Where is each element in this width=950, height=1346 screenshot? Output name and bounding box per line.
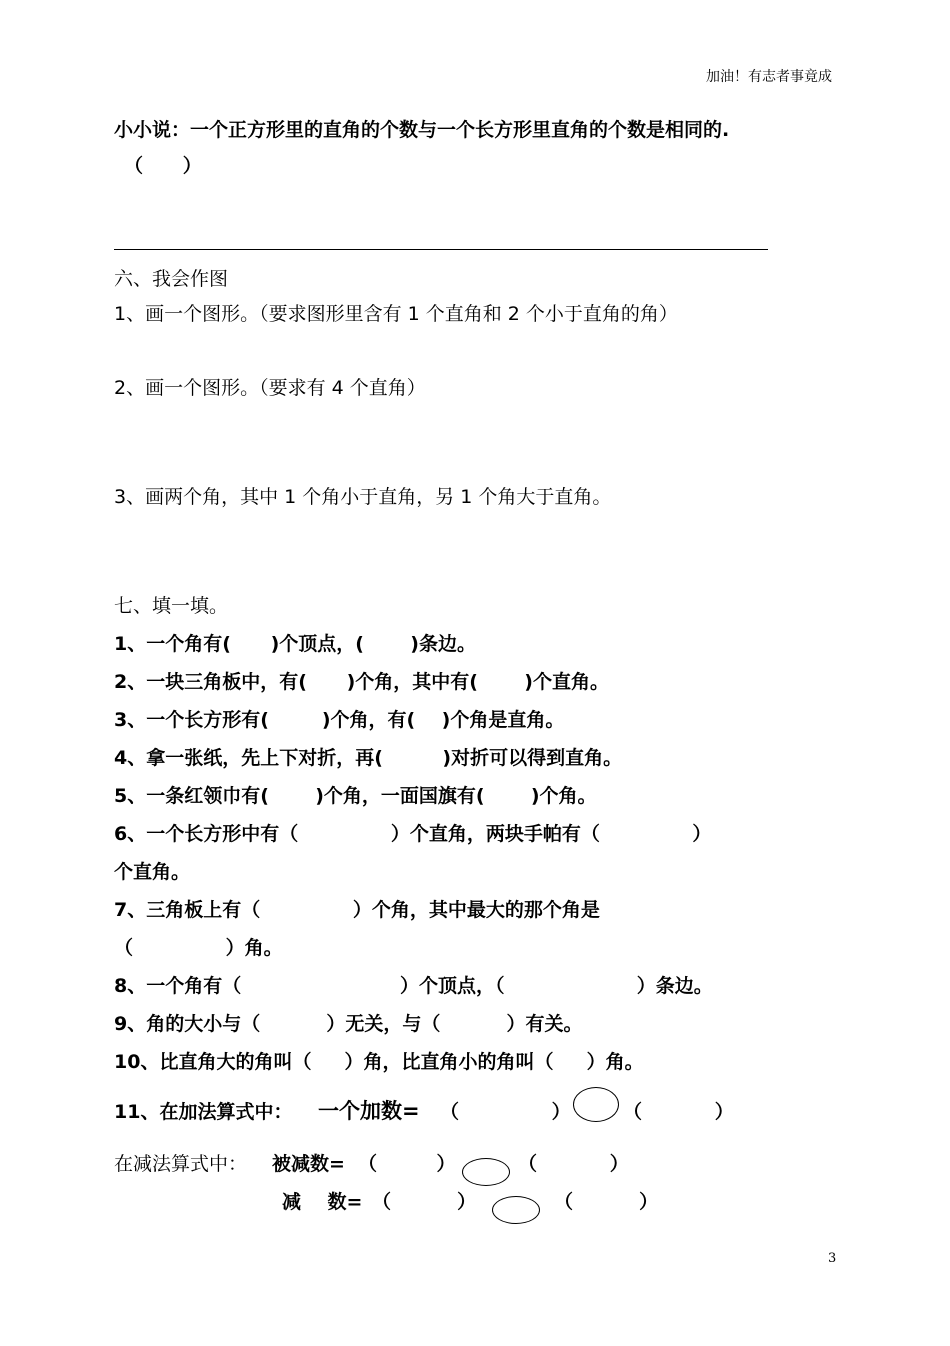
item11-paren-1: （ ） [440,1101,571,1123]
item11-addend-label: 一个加数= [318,1099,420,1123]
operator-oval-subtrahend [492,1196,540,1224]
section7-item-6-cont: 个直角。 [114,861,191,883]
section7-item-2: 2、一块三角板中，有( )个角，其中有( )个直角。 [114,671,609,693]
section6-item-1: 1、画一个图形。（要求图形里含有 1 个直角和 2 个小于直角的角） [114,303,678,325]
section6-title: 六、我会作图 [114,268,229,290]
section6-item-2: 2、画一个图形。（要求有 4 个直角） [114,377,426,399]
header-motto: 加油！有志者事竟成 [706,69,832,85]
page-number: 3 [828,1251,837,1266]
section7-item-4: 4、拿一张纸，先上下对折，再( )对折可以得到直角。 [114,747,623,769]
section7-item-3: 3、一个长方形有( )个角，有( )个角是直角。 [114,709,565,731]
section7-item-8: 8、一个角有（ ）个顶点，（ ）条边。 [114,975,713,997]
operator-oval-minuend [462,1158,510,1186]
item11-paren-2: （ ） [623,1101,734,1123]
subtrahend-paren-2: （ ） [554,1191,659,1213]
section7-item-9: 9、角的大小与（ ）无关，与（ ）有关。 [114,1013,583,1035]
subtrahend-label: 减 数= [282,1191,363,1213]
section7-item-6: 6、一个长方形中有（ ）个直角，两块手帕有（ ） [114,823,712,845]
section7-item-10: 10、比直角大的角叫（ ）角，比直角小的角叫（ ）角。 [114,1051,644,1073]
minuend-paren-1: （ ） [358,1153,456,1175]
minuend-label: 被减数= [272,1153,345,1175]
section6-item-3: 3、画两个角，其中 1 个角小于直角，另 1 个角大于直角。 [114,486,612,508]
statement-text: 小小说：一个正方形里的直角的个数与一个长方形里直角的个数是相同的. [114,119,730,141]
section7-item-7: 7、三角板上有（ ）个角，其中最大的那个角是 [114,899,600,921]
minuend-paren-2: （ ） [518,1153,629,1175]
subtraction-prefix: 在减法算式中： [114,1153,248,1175]
subtrahend-paren-1: （ ） [372,1191,477,1213]
section7-item-5: 5、一条红领巾有( )个角，一面国旗有( )个角。 [114,785,597,807]
statement-answer-paren: （ ） [124,155,202,177]
section7-item-7-cont: （ ）角。 [114,937,283,959]
section-divider [114,249,768,250]
section7-item-1: 1、一个角有( )个顶点，( )条边。 [114,633,476,655]
item11-prefix: 11、在加法算式中： [114,1101,293,1123]
operator-oval-add [573,1087,619,1122]
section7-title: 七、填一填。 [114,595,229,617]
